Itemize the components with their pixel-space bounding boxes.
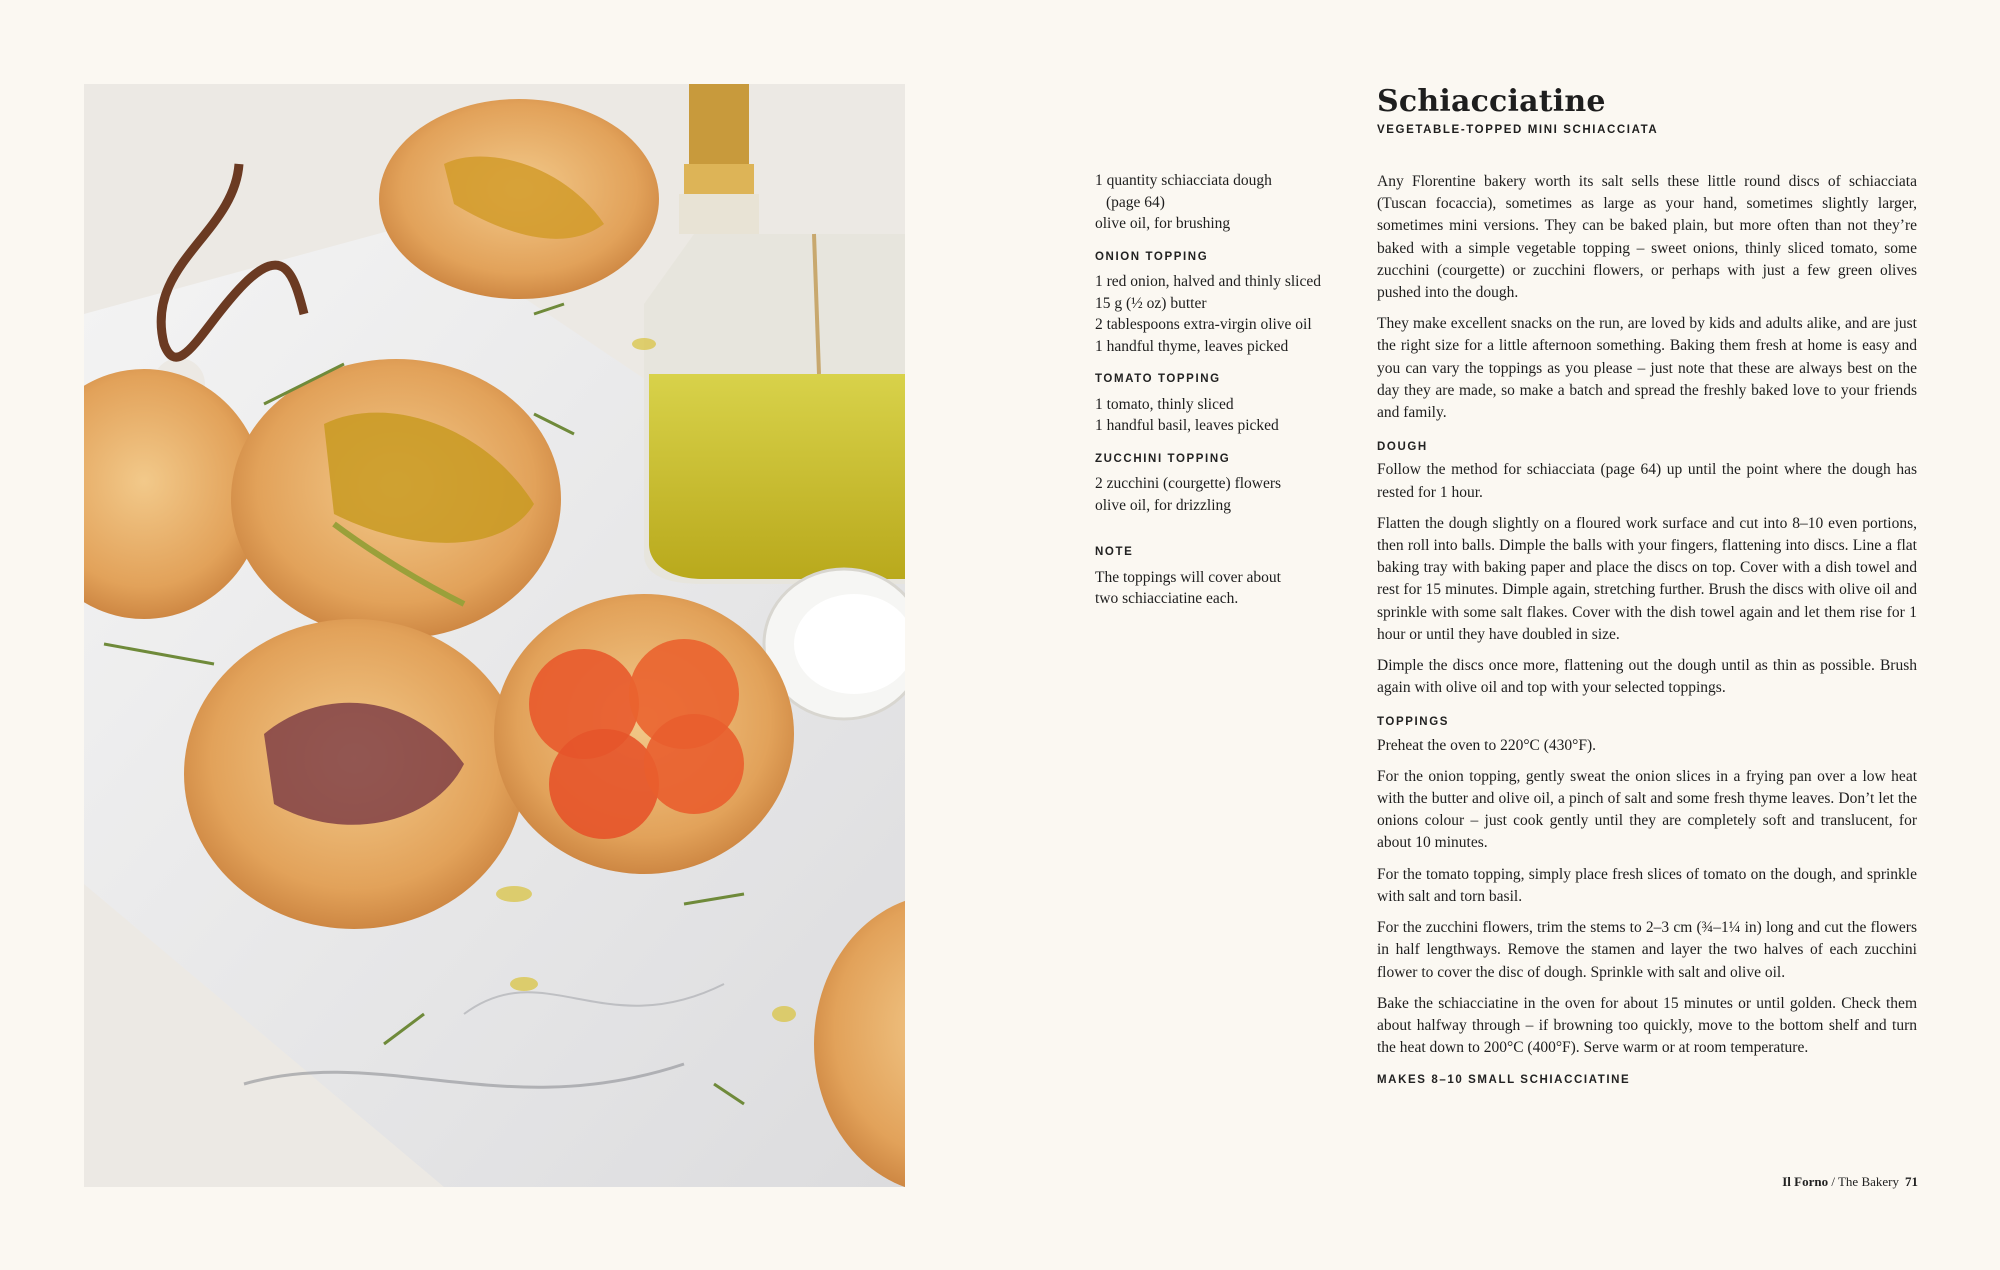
ingredient-group-heading: TOMATO TOPPING bbox=[1095, 373, 1221, 385]
footer-separator: / bbox=[1828, 1174, 1838, 1189]
food-photograph bbox=[84, 84, 905, 1187]
method-paragraph: Follow the method for schiacciata (page 64) up until the point where the dough has rested for 1 hour. bbox=[1377, 461, 1917, 501]
method-paragraph: Bake the schiacciatine in the oven for about 15 minutes or until golden. Check them about halfway through – if browning too quickly, move to the bottom shelf and turn the heat down to 200°C (400°F). Serve warm or at room temperature. bbox=[1377, 994, 1917, 1057]
page-footer bbox=[1782, 1174, 1918, 1190]
ingredient-line: 1 quantity schiacciata dough bbox=[1095, 172, 1272, 189]
method-paragraph: For the zucchini flowers, trim the stems to 2–3 cm (¾–1¼ in) long and cut the flowers in half lengthways. Remove the stamen and layer the two halves of each zucchini flower to cover the disc of dough. Sprinkle with salt and olive oil. bbox=[1377, 919, 1917, 981]
method-paragraph: Dimple the discs once more, flattening out the dough until as thin as possible. Brush again with olive oil and top with your selected toppings. bbox=[1377, 657, 1917, 697]
intro-paragraph: Any Florentine bakery worth its salt sells these little round discs of schiacciata (Tuscan focaccia), sometimes as large as your hand, sometimes slightly larger, sometimes mini versions. They can be baked plain, but more often than not they’re baked with a simple vegetable topping – sweet onions, thinly sliced tomato, some zucchini (courgette) or zucchini flowers, or perhaps with just a few green olives pushed into the dough. bbox=[1377, 173, 1917, 302]
ingredient-line: 1 tomato, thinly sliced bbox=[1095, 395, 1234, 413]
ingredient-line: 15 g (½ oz) butter bbox=[1095, 294, 1207, 312]
recipe-title: Schiacciatine bbox=[1377, 84, 1606, 119]
note-heading: NOTE bbox=[1095, 546, 1134, 558]
method-paragraph: For the onion topping, gently sweat the onion slices in a frying pan over a low heat with the butter and olive oil, a pinch of salt and some fresh thyme leaves. Don’t let the onions colour – just cook gently until they are completely soft and translucent, for about 10 minutes. bbox=[1377, 767, 1917, 852]
focaccia-tomato bbox=[494, 594, 794, 874]
recipe-subtitle: VEGETABLE-TOPPED MINI SCHIACCIATA bbox=[1377, 124, 1659, 136]
method-paragraph: Flatten the dough slightly on a floured work surface and cut into 8–10 even portions, then roll into balls. Dimple the balls with your fingers, flattening into discs. Line a flat baking tray with baking paper and place the discs on top. Cover with a dish towel and rest for 15 minutes. Dimple again, stretching further. Brush the discs with olive oil and sprinkle with some salt flakes. Cover with the dish towel again and let them rise for 1 hour or until they have doubled in size. bbox=[1377, 514, 1917, 643]
ingredient-line: olive oil, for brushing bbox=[1095, 215, 1231, 232]
page-number: 71 bbox=[1905, 1174, 1918, 1189]
method-text bbox=[1377, 171, 1917, 1095]
yield-note: MAKES 8–10 SMALL SCHIACCIATINE bbox=[1377, 1074, 1631, 1087]
tomato-topping-group bbox=[1095, 369, 1357, 437]
ingredient-line: 2 zucchini (courgette) flowers bbox=[1095, 475, 1282, 492]
ingredient-line: (page 64) bbox=[1106, 193, 1165, 211]
ingredient-group-heading: ZUCCHINI TOPPING bbox=[1095, 452, 1231, 465]
dough-heading: DOUGH bbox=[1377, 441, 1428, 454]
ingredient-line: 2 tablespoons extra-virgin olive oil bbox=[1095, 316, 1312, 333]
ingredients-list bbox=[1095, 170, 1357, 610]
focaccia-onion bbox=[184, 619, 524, 929]
note-line: two schiacciatine each. bbox=[1095, 590, 1239, 607]
recipe-header bbox=[1377, 82, 1917, 136]
ingredients-base bbox=[1095, 170, 1357, 235]
onion-topping-group bbox=[1095, 247, 1357, 358]
ingredient-line: 1 handful thyme, leaves picked bbox=[1095, 337, 1289, 355]
method-paragraph: Preheat the oven to 220°C (430°F). bbox=[1377, 736, 1597, 754]
ingredient-group-heading: ONION TOPPING bbox=[1095, 250, 1209, 263]
book-title: Il Forno bbox=[1782, 1174, 1829, 1189]
method-paragraph: For the tomato topping, simply place fresh slices of tomato on the dough, and sprinkle with salt and torn basil. bbox=[1377, 865, 1917, 905]
note-line: The toppings will cover about bbox=[1095, 568, 1281, 586]
focaccia-zucchini bbox=[231, 359, 561, 639]
intro-paragraph: They make excellent snacks on the run, are loved by kids and adults alike, and are just the right size for a little afternoon something. Baking them fresh at home is easy and you can vary the toppings as you please – just note that these are always best on the day they are made, so make a batch and spread the freshly baked love to your friends and family. bbox=[1377, 315, 1917, 422]
chapter-title: The Bakery bbox=[1837, 1174, 1899, 1189]
zucchini-topping-group bbox=[1095, 449, 1357, 517]
ingredient-line: olive oil, for drizzling bbox=[1095, 496, 1232, 514]
note-group bbox=[1095, 542, 1357, 610]
focaccia-top bbox=[379, 99, 659, 299]
ingredient-line: 1 red onion, halved and thinly sliced bbox=[1095, 273, 1321, 290]
toppings-heading: TOPPINGS bbox=[1377, 716, 1450, 729]
ingredient-line: 1 handful basil, leaves picked bbox=[1095, 417, 1279, 434]
